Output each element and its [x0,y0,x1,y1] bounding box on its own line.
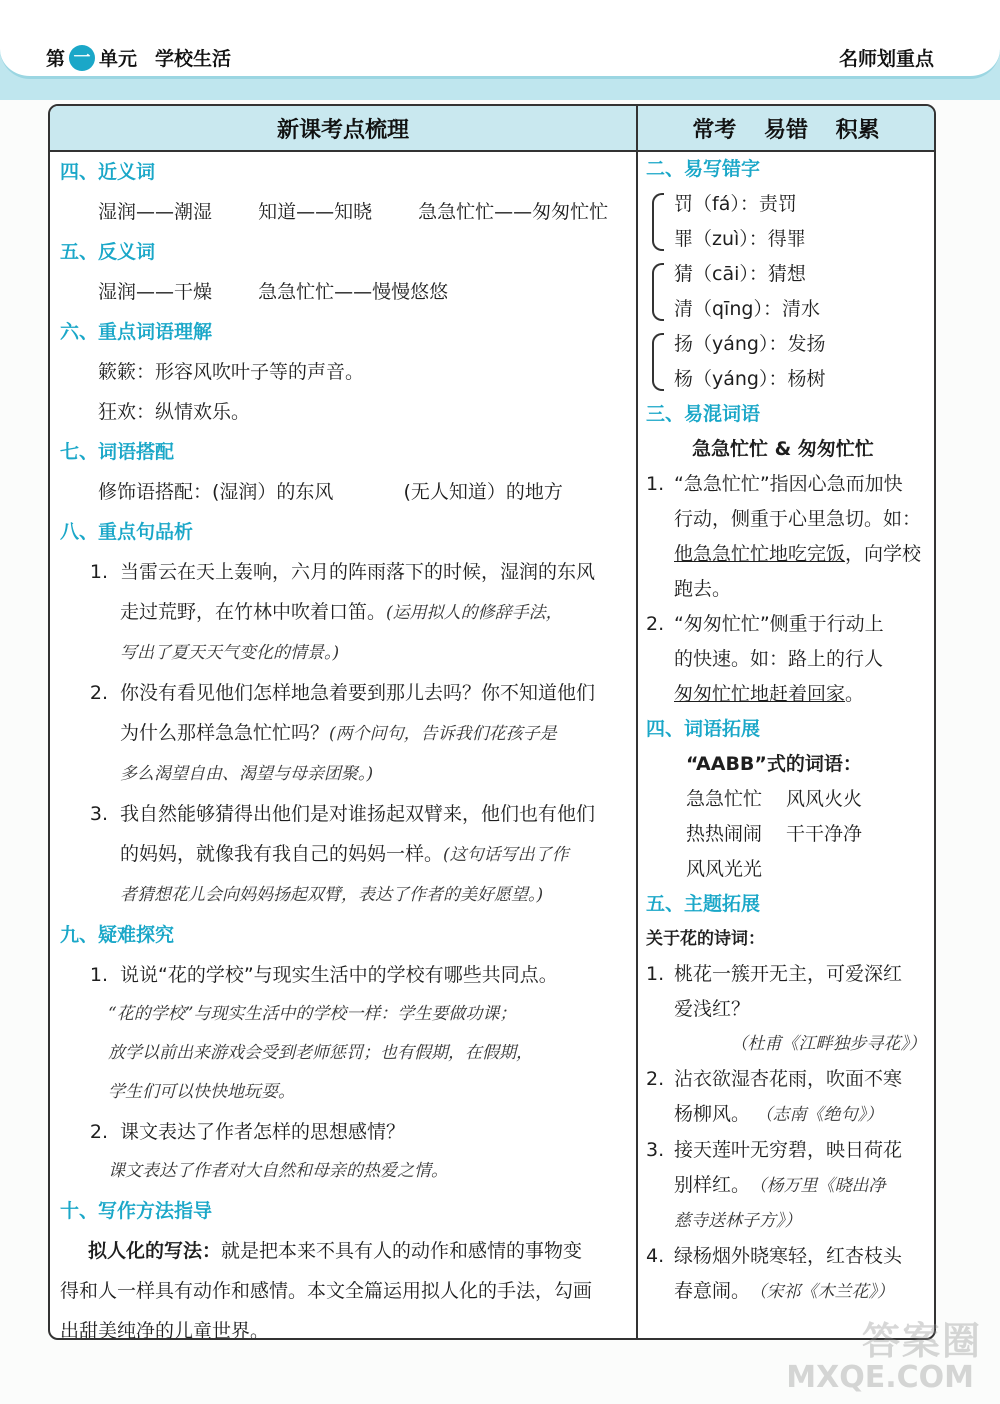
section-word-expansion-title: 四、词语拓展 [646,718,761,740]
section-theme-title: 五、主题拓展 [646,893,761,915]
sentence-item [60,552,626,673]
poem-line: 别样红。 [674,1174,751,1196]
section-antonyms-title: 五、反义词 [60,241,156,263]
section-key-words-title: 六、重点词语理解 [60,321,213,343]
section-collocation-title: 七、词语搭配 [60,441,175,463]
item-number: 2. [646,1068,665,1090]
sentence-line: 走过荒野，在竹林中吹着口笛。 [120,601,387,623]
answer-line: 课文表达了作者对大自然和母亲的热爱之情。 [108,1161,448,1181]
aabb-word: 风风光光 [686,858,763,880]
char-group [646,187,926,257]
poem-source: 慈寺送林子方》） [674,1211,802,1231]
char-entry: 扬（yáng）：发扬 [674,333,826,355]
word-pattern-label: “AABB”式的词语： [686,753,862,775]
poem-line: 杨柳风。 [674,1103,751,1125]
watermark-url: MXQE.COM [786,1360,974,1395]
unit-title: 学校生活 [155,48,232,70]
antonym-row [60,272,626,312]
char-group [646,327,926,397]
watermark-logo: 答案圈 [861,1319,982,1363]
content-panel [48,104,936,1340]
collocation-item: (湿润）的东风 [212,481,334,503]
synonym-pair: 知道——知晓 [258,201,373,223]
collocation-row [60,472,626,512]
poem-line: 桃花一簇开无主，可爱深红 [674,963,903,985]
sentence-line: 的妈妈，就像我有我自己的妈妈一样。 [120,843,444,865]
brand-label: 名师划重点 [838,48,934,70]
antonym-pair: 急急忙忙——慢慢悠悠 [258,281,449,303]
sentence-note: 多么渴望自由、渴望与母亲团聚。) [120,764,374,784]
sentence-note: 写出了夏天天气变化的情景。) [120,643,340,663]
writing-label: 拟人化的写法： [88,1240,222,1262]
poem-line: 爱浅红？ [674,998,751,1020]
item-number: 2. [89,682,108,704]
aabb-word: 急急忙忙 [686,788,763,810]
confusable-line: 。 [845,683,865,705]
right-column-heading: 常考 易错 积累 [638,106,934,152]
word-row [646,852,926,887]
char-entry: 猜（cāi）：猜想 [674,263,806,285]
sentence-note: 者猜想花儿会向妈妈扬起双臂，表达了作者的美好愿望。) [120,885,544,905]
confusable-item [646,467,926,607]
poem-line: 接天莲叶无穷碧，映日荷花 [674,1139,903,1161]
item-number: 1. [646,473,665,495]
char-group [646,257,926,327]
poem-source: （杨万里《晓出净 [758,1176,886,1196]
poem-line: 绿杨烟外晓寒轻，红杏枝头 [674,1245,903,1267]
unit-header [46,44,231,71]
char-entry: 罚（fá）：责罚 [674,193,797,215]
question-item [60,955,626,995]
poem-item [646,957,926,1062]
antonym-pair: 湿润——干燥 [98,281,213,303]
item-number: 1. [646,963,665,985]
item-number: 1. [89,964,108,986]
confusable-line: 跑去。 [674,578,732,600]
word-explanation: 簌簌：形容风吹叶子等的声音。 [98,361,365,383]
item-number: 4. [646,1245,665,1267]
poem-topic-label: 关于花的诗词： [646,929,765,949]
sentence-line: 当雷云在天上轰响，六月的阵雨落下的时候，湿润的东风 [120,561,596,583]
sentence-line: 我自然能够猜得出他们是对谁扬起双臂来，他们也有他们 [120,803,596,825]
writing-text: 就是把本来不具有人的动作和感情的事物变 [221,1240,583,1262]
writing-line: 出甜美纯净的儿童世界。 [60,1320,270,1340]
poem-line: 沾衣欲湿杏花雨，吹面不寒 [674,1068,903,1090]
answer-line: 学生们可以快快地玩耍。 [108,1082,295,1102]
confusable-line: “急急忙忙”指因心急而加快 [674,473,903,495]
poem-source: （杜甫《江畔独步寻花》） [730,1034,926,1054]
synonym-pair: 湿润——潮湿 [98,201,213,223]
collocation-label: 修饰语搭配： [98,481,213,503]
poem-item [646,1062,926,1133]
sentence-note: (运用拟人的修辞手法， [386,603,563,623]
question-text: 课文表达了作者怎样的思想感情？ [120,1121,406,1143]
char-entry: 清（qīng）：清水 [674,298,820,320]
item-number: 3. [646,1139,665,1161]
aabb-word: 热热闹闹 [686,823,763,845]
column-divider [636,106,638,1338]
sentence-note: (这句话写出了作 [443,845,569,865]
word-explanation: 狂欢：纵情欢乐。 [98,401,251,423]
answer-block [60,995,626,1112]
confusable-line: “匆匆忙忙”侧重于行动上 [674,613,884,635]
confusable-line: ，向学校 [845,543,922,565]
collocation-item: (无人知道）的地方 [403,481,563,503]
item-number: 3. [89,803,108,825]
poem-item [646,1133,926,1239]
section-confusable-title: 三、易混词语 [646,403,761,425]
word-row [646,782,926,817]
question-item [60,1112,626,1152]
confusable-line: 行动，侧重于心里急切。如： [674,508,922,530]
unit-number: 一 [69,45,95,71]
question-text: 说说“花的学校”与现实生活中的学校有哪些共同点。 [120,964,558,986]
confusable-line: 的快速。如：路上的行人 [674,648,884,670]
item-number: 2. [89,1121,108,1143]
left-column-heading: 新课考点梳理 [50,106,636,152]
sentence-item [60,673,626,794]
sentence-item [60,794,626,915]
aabb-word: 干干净净 [786,823,863,845]
answer-line: 放学以前出来游戏会受到老师惩罚；也有假期，在假期， [108,1043,533,1063]
poem-source: （志南《绝句》） [764,1105,884,1125]
item-number: 2. [646,613,665,635]
answer-line: “花的学校”与现实生活中的学校一样：学生要做功课； [108,1004,517,1024]
unit-suffix: 单元 [99,48,138,70]
section-writing-title: 十、写作方法指导 [60,1200,213,1222]
poem-source: （宋祁《木兰花》） [758,1282,895,1302]
sentence-note: (两个问句，告诉我们花孩子是 [329,724,557,744]
char-entry: 杨（yáng）：杨树 [674,368,826,390]
char-entry: 罪（zuì）：得罪 [674,228,806,250]
sentence-line: 为什么那样急急忙忙吗？ [120,722,330,744]
synonym-row [60,192,626,232]
answer-block [60,1152,626,1191]
section-inquiry-title: 九、疑难探究 [60,924,175,946]
sentence-line: 你没有看见他们怎样地急着要到那儿去吗？你不知道他们 [120,682,596,704]
section-sentences-title: 八、重点句品析 [60,521,194,543]
aabb-word: 风风火火 [786,788,863,810]
section-synonyms-title: 四、近义词 [60,161,156,183]
poem-line: 春意闹。 [674,1280,751,1302]
poem-item [646,1239,926,1310]
right-column [646,152,926,1310]
writing-line [60,1231,626,1271]
section-typo-title: 二、易写错字 [646,158,761,180]
word-row [646,817,926,852]
writing-line: 得和人一样具有动作和感情。本文全篇运用拟人化的手法，勾画 [60,1280,593,1302]
example-underlined: 匆匆忙忙地赶着回家 [674,683,846,705]
item-number: 1. [89,561,108,583]
confusable-subtitle: 急急忙忙 & 匆匆忙忙 [692,438,874,460]
synonym-pair: 急急忙忙——匆匆忙忙 [418,201,609,223]
left-column [60,152,626,1340]
example-underlined: 他急急忙忙地吃完饭 [674,543,846,565]
confusable-item [646,607,926,712]
unit-prefix: 第 [46,48,66,70]
